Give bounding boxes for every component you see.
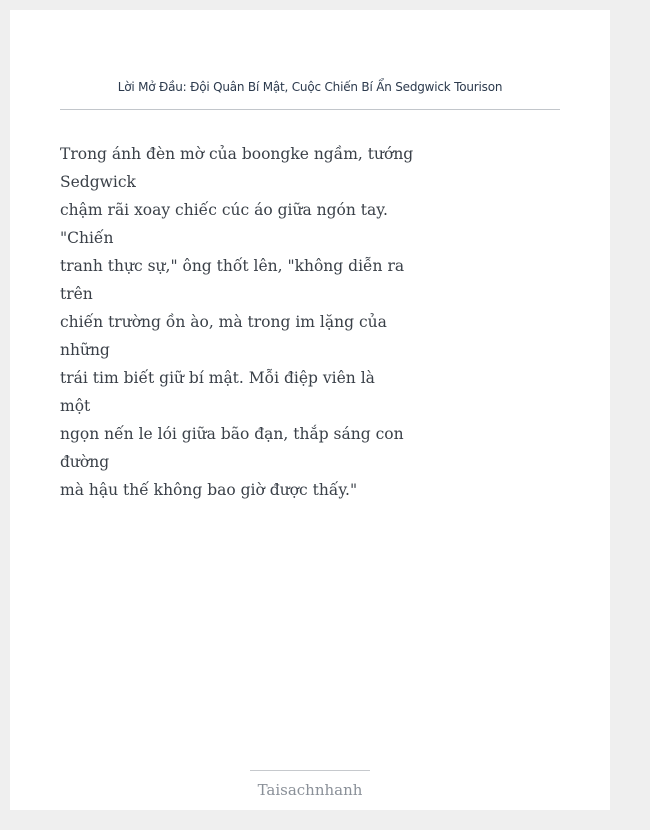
body-line: mà hậu thế không bao giờ được thấy." <box>60 481 358 499</box>
body-line: Trong ánh đèn mờ của boongke ngầm, tướng <box>60 145 414 163</box>
body-line: trên <box>60 285 93 303</box>
body-line: chiến trường ồn ào, mà trong im lặng của <box>60 313 387 331</box>
body-line: ngọn nến le lói giữa bão đạn, thắp sáng con <box>60 425 404 443</box>
body-line: "Chiến <box>60 229 114 247</box>
body-line: một <box>60 397 91 415</box>
title-divider <box>60 109 560 110</box>
body-line: đường <box>60 453 110 471</box>
body-line: tranh thực sự," ông thốt lên, "không diễn ra <box>60 257 405 275</box>
footer-divider <box>250 770 370 771</box>
body-line: trái tim biết giữ bí mật. Mỗi điệp viên là <box>60 369 375 387</box>
page-title: Lời Mở Đầu: Đội Quân Bí Mật, Cuộc Chiến Bí Ẩn Sedgwick Tourison <box>117 80 503 94</box>
body-line: những <box>60 341 110 359</box>
footer-brand: Taisachnhanh <box>257 781 363 799</box>
body-text <box>60 140 414 504</box>
body-line: Sedgwick <box>60 173 136 191</box>
body-line: chậm rãi xoay chiếc cúc áo giữa ngón tay. <box>60 201 388 219</box>
document-page <box>10 10 610 810</box>
